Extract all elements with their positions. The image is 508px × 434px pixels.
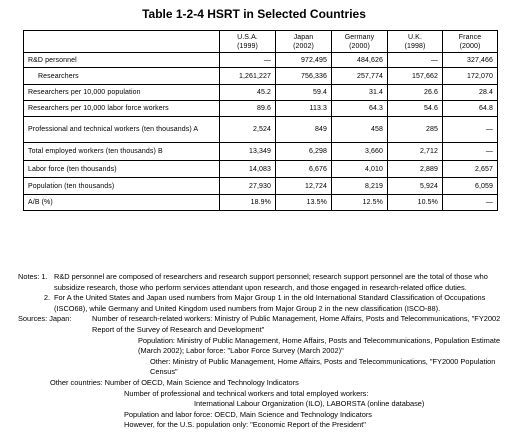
table-row	[24, 101, 498, 117]
header-corner	[24, 31, 220, 53]
table-cell: 327,466	[443, 53, 498, 68]
table-cell: 257,774	[332, 68, 388, 85]
table-cell: 10.5%	[388, 195, 443, 211]
table-cell: 484,626	[332, 53, 388, 68]
table-cell: 2,657	[443, 161, 498, 178]
row-label: Population (ten thousands)	[24, 178, 220, 195]
note-1-lead: Notes: 1.	[18, 272, 48, 281]
column-header: France (2000)	[443, 31, 498, 53]
japan-source-2: Population: Ministry of Public Management, Home Affairs, Posts and Telecommunications, Population Estimate (March 2002); Labor force: "Labor Force Survey (March 2002)"	[138, 335, 501, 356]
column-header: Germany (2000)	[332, 31, 388, 53]
other-source-2: Number of professional and technical workers and total employed workers:	[124, 388, 369, 398]
table-cell: 157,662	[388, 68, 443, 85]
table-cell: 458	[332, 117, 388, 143]
table-title: Table 1-2-4 HSRT in Selected Countries	[142, 7, 366, 21]
japan-source-3: Other: Ministry of Public Management, Home Affairs, Posts and Telecommunications, "FY2000 Population Census"	[150, 356, 496, 377]
sources-other-1	[18, 378, 502, 389]
other-source-5: However, for the U.S. population only: "Economic Report of the President"	[124, 420, 366, 430]
table-cell: 2,889	[388, 161, 443, 178]
hsrt-table	[23, 30, 498, 211]
table-cell: 27,930	[220, 178, 276, 195]
row-label: R&D personnel	[24, 53, 220, 68]
table-row	[24, 53, 498, 68]
sources-other-2	[18, 389, 502, 400]
table-row	[24, 178, 498, 195]
sources-lead: Sources: Japan:	[18, 314, 72, 324]
table-cell: 8,219	[332, 178, 388, 195]
other-source-3: International Labour Organization (ILO), LABORSTA (online database)	[194, 399, 425, 409]
table-cell: 6,676	[276, 161, 332, 178]
sources-japan-3	[18, 357, 502, 378]
table-cell: 45.2	[220, 85, 276, 101]
table-cell: 972,495	[276, 53, 332, 68]
table-cell: 6,059	[443, 178, 498, 195]
table-cell: 59.4	[276, 85, 332, 101]
table-cell: 1,261,227	[220, 68, 276, 85]
table-cell: 285	[388, 117, 443, 143]
table-cell: 28.4	[443, 85, 498, 101]
column-header: U.S.A. (1999)	[220, 31, 276, 53]
sources-other-4	[18, 410, 502, 421]
table-cell: 6,298	[276, 143, 332, 161]
note-2-text: For A the United States and Japan used numbers from Major Group 1 in the old International Standard Classification of Occupations (ISCO68), while Germany and United Kingdom used numbers from Major Group 2 in the new classification (ISCO-88).	[54, 293, 486, 313]
table-cell: —	[443, 117, 498, 143]
row-label: Researchers	[24, 68, 220, 85]
note-2-lead: 2.	[43, 293, 50, 303]
table-header-row	[24, 31, 498, 53]
sources-other-5	[18, 420, 502, 431]
note-1	[18, 272, 502, 293]
column-header: U.K. (1998)	[388, 31, 443, 53]
table-cell: 14,083	[220, 161, 276, 178]
table-row	[24, 195, 498, 211]
table-cell: —	[388, 53, 443, 68]
table-cell: 4,010	[332, 161, 388, 178]
row-label: Labor force (ten thousands)	[24, 161, 220, 178]
table-cell: 849	[276, 117, 332, 143]
row-label: Total employed workers (ten thousands) B	[24, 143, 220, 161]
row-label: A/B (%)	[24, 195, 220, 211]
table-cell: 12.5%	[332, 195, 388, 211]
row-label: Professional and technical workers (ten thousands) A	[24, 117, 220, 143]
note-1-text: R&D personnel are composed of researchers and research support personnel; research support personnel are the total of those who subsidize research, those who perform services attendant upon research, and those engaged in research-related office duties.	[54, 272, 488, 292]
table-cell: 18.9%	[220, 195, 276, 211]
sources-japan-2	[18, 336, 502, 357]
table-cell: —	[443, 143, 498, 161]
japan-source-1: Number of research-related workers: Ministry of Public Management, Home Affairs, Posts and Telecommunications, "FY2002 Report of the Survey of Research and Development"	[92, 314, 501, 334]
table-cell: 89.6	[220, 101, 276, 117]
table-cell: 2,712	[388, 143, 443, 161]
table-cell: 26.6	[388, 85, 443, 101]
row-label: Researchers per 10,000 population	[24, 85, 220, 101]
table-cell: 5,924	[388, 178, 443, 195]
table-cell: 64.3	[332, 101, 388, 117]
table-row	[24, 161, 498, 178]
row-label: Researchers per 10,000 labor force workers	[24, 101, 220, 117]
table-cell: 2,524	[220, 117, 276, 143]
table-cell: 13.5%	[276, 195, 332, 211]
table-cell: 13,349	[220, 143, 276, 161]
table-cell: —	[443, 195, 498, 211]
table-cell: 12,724	[276, 178, 332, 195]
table-row	[24, 68, 498, 85]
table-cell: 172,070	[443, 68, 498, 85]
table-cell: 113.3	[276, 101, 332, 117]
table-row	[24, 117, 498, 143]
table-cell: 64.8	[443, 101, 498, 117]
table-cell: 31.4	[332, 85, 388, 101]
other-source-1: Other countries: Number of OECD, Main Science and Technology Indicators	[50, 377, 299, 387]
table-cell: 3,660	[332, 143, 388, 161]
table-row	[24, 143, 498, 161]
sources-japan-1	[18, 314, 502, 335]
sources-other-3	[18, 399, 502, 410]
table-cell: 54.6	[388, 101, 443, 117]
table-row	[24, 85, 498, 101]
other-source-4: Population and labor force: OECD, Main Science and Technology Indicators	[124, 409, 373, 419]
table-cell: —	[220, 53, 276, 68]
note-2	[18, 293, 502, 314]
notes-section	[18, 272, 502, 431]
column-header: Japan (2002)	[276, 31, 332, 53]
table-cell: 756,336	[276, 68, 332, 85]
